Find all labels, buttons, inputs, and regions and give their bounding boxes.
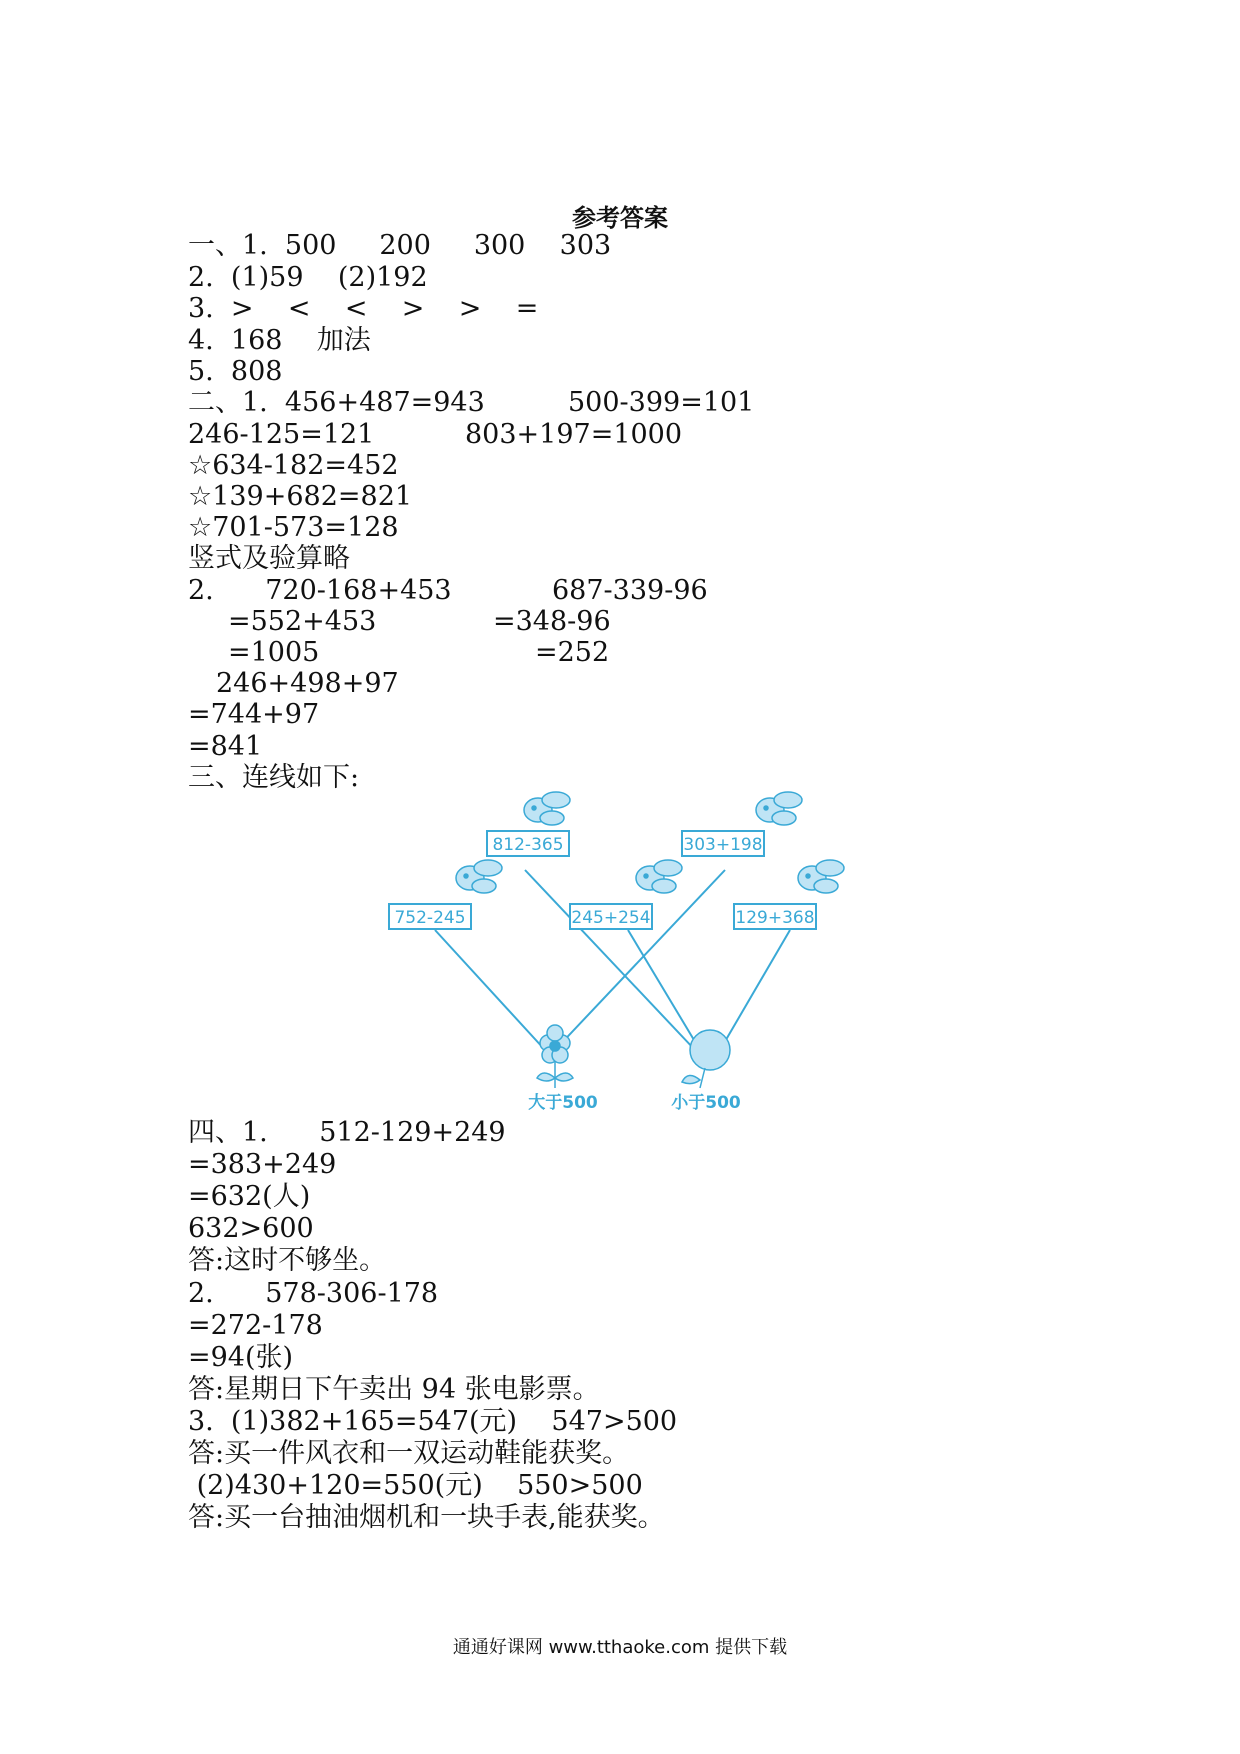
- s2-row2-right: 803+197=1000: [465, 419, 683, 450]
- s1-q2: 2. (1)59 (2)192: [188, 262, 428, 293]
- s4-q3-4: 答:买一台抽油烟机和一块手表,能获奖。: [188, 1502, 665, 1533]
- s1-q4: 4. 168 加法: [188, 325, 371, 356]
- s2-q2-left-1: 2. 720-168+453: [188, 575, 452, 606]
- dandelion-icon: [682, 1030, 730, 1088]
- bee-icon: [524, 792, 570, 825]
- s4-q3-1: 3. (1)382+165=547(元) 547>500: [188, 1406, 678, 1437]
- footer-text: 通通好课网 www.tthaoke.com 提供下载: [452, 1637, 788, 1658]
- line-812-365: [525, 870, 695, 1050]
- s4-q1-5: 答:这时不够坐。: [188, 1245, 387, 1276]
- s2-q2-third-3: =841: [188, 731, 263, 762]
- s1-q5: 5. 808: [188, 356, 283, 387]
- s1-q3: 3. > < < > > =: [188, 293, 539, 324]
- s2-star-2: ☆139+682=821: [188, 481, 413, 512]
- s4-q3-3: (2)430+120=550(元) 550>500: [188, 1470, 643, 1501]
- s2-q2-left-3: =1005: [228, 637, 320, 668]
- s4-q3-2: 答:买一件风衣和一双运动鞋能获奖。: [188, 1438, 630, 1469]
- s2-star-1: ☆634-182=452: [188, 450, 399, 481]
- s2-q2-third-1: 246+498+97: [216, 668, 399, 699]
- s4-q1-4: 632>600: [188, 1213, 314, 1244]
- s4-q1-1: 四、1. 512-129+249: [188, 1117, 506, 1148]
- flower-label-less: 小于500: [671, 1093, 741, 1113]
- s2-q2-right-1: 687-339-96: [552, 575, 708, 606]
- s2-note: 竖式及验算略: [188, 543, 350, 574]
- s2-q2-right-3: =252: [535, 637, 610, 668]
- line-129-368: [720, 930, 790, 1050]
- page-title: 参考答案: [572, 204, 668, 232]
- s2-star-3: ☆701-573=128: [188, 512, 399, 543]
- s3-heading: 三、连线如下:: [188, 762, 360, 793]
- box-label: 812-365: [492, 835, 564, 855]
- s2-q2-left-2: =552+453: [228, 606, 377, 637]
- flower-label-greater: 大于500: [528, 1093, 598, 1113]
- connection-lines: [435, 870, 790, 1050]
- s2-row1-left: 二、1. 456+487=943: [188, 387, 485, 418]
- box-label: 303+198: [683, 835, 763, 855]
- box-label: 245+254: [571, 908, 651, 928]
- box-label: 752-245: [394, 908, 466, 928]
- box-label: 129+368: [735, 908, 815, 928]
- bee-icon: [456, 860, 502, 893]
- s2-row1-right: 500-399=101: [568, 387, 755, 418]
- s4-q2-4: 答:星期日下午卖出 94 张电影票。: [188, 1374, 600, 1405]
- s4-q2-3: =94(张): [188, 1342, 294, 1373]
- s4-q1-2: =383+249: [188, 1149, 337, 1180]
- line-303-198: [555, 870, 725, 1050]
- s2-row2-left: 246-125=121: [188, 419, 375, 450]
- s2-q2-right-2: =348-96: [493, 606, 611, 637]
- s4-q2-2: =272-178: [188, 1310, 323, 1341]
- flower-icon: [537, 1025, 573, 1088]
- bee-icon: [798, 860, 844, 893]
- s4-q2-1: 2. 578-306-178: [188, 1278, 439, 1309]
- s2-q2-third-2: =744+97: [188, 699, 320, 730]
- s1-q1: 一、1. 500 200 300 303: [188, 230, 612, 261]
- bee-icon: [636, 860, 682, 893]
- bee-icon: [756, 792, 802, 825]
- s4-q1-3: =632(人): [188, 1181, 311, 1212]
- line-752-245: [435, 930, 545, 1050]
